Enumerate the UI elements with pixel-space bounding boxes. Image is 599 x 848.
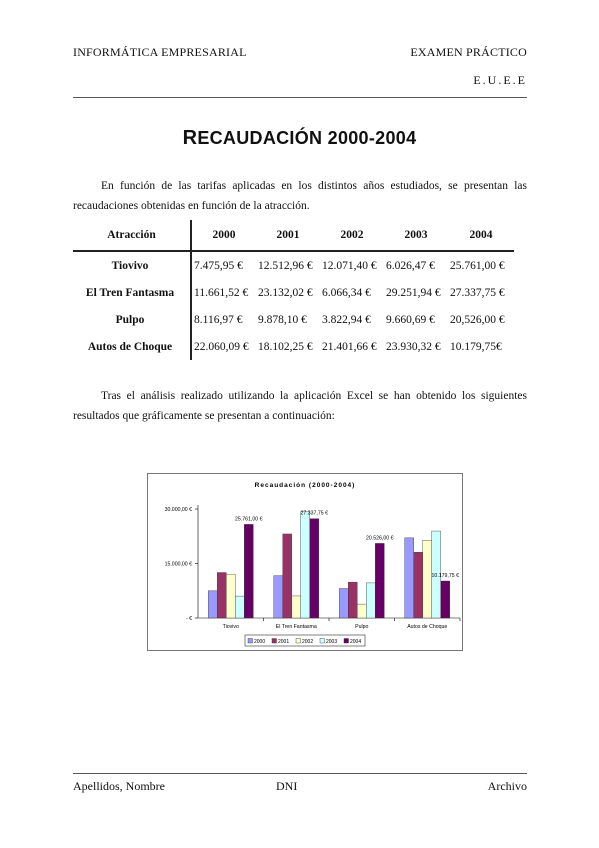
y-tick-label: 30.000,00 € <box>164 507 192 513</box>
y-tick-label: - € <box>185 616 192 622</box>
chart-bar <box>375 543 384 618</box>
table-row <box>73 279 514 306</box>
row-header: Autos de Choque <box>73 333 191 360</box>
table-cell: 25.761,00 € <box>450 259 505 272</box>
year-header: 2004 <box>448 220 514 251</box>
page-title <box>0 127 599 150</box>
chart-bar <box>348 582 357 618</box>
x-tick-label: El Tren Fantasma <box>275 624 317 630</box>
chart-bar <box>339 589 348 618</box>
row-header: Tiovivo <box>73 251 191 279</box>
legend-swatch <box>296 639 301 644</box>
legend-label: 2004 <box>350 639 362 645</box>
data-label: 20.526,00 € <box>366 535 394 542</box>
table-row <box>73 306 514 333</box>
footer-dni: DNI <box>276 779 298 793</box>
legend-label: 2000 <box>254 639 266 645</box>
chart-bar <box>414 552 423 618</box>
table-cell: 6.066,34 € <box>322 286 371 299</box>
table-corner-header: Atracción <box>73 220 191 251</box>
row-header: Pulpo <box>73 306 191 333</box>
intro-text: En función de las tarifas aplicadas en los distintos años estudiados, se presentan las recaudaciones obtenidas en función de la atracción. <box>73 180 527 212</box>
table-cell: 22.060,09 € <box>194 340 249 353</box>
chart-bar <box>366 583 375 618</box>
chart-bar <box>217 573 226 618</box>
analysis-text: Tras el análisis realizado utilizando la aplicación Excel se han obtenido los siguientes resultados que gráficamente se presentan a continuación: <box>73 390 527 422</box>
table-cell: 7.475,95 € <box>194 259 243 272</box>
chart-bar <box>244 524 253 618</box>
y-tick-label: 15.000,00 € <box>164 561 192 568</box>
chart-bar <box>423 540 432 618</box>
row-header: El Tren Fantasma <box>73 279 191 306</box>
table-cell: 9.660,69 € <box>386 313 435 326</box>
header-rule <box>73 97 527 98</box>
x-tick-label: Tiovivo <box>222 624 239 630</box>
chart-bar <box>310 519 319 618</box>
table-cell: 23.132,02 € <box>258 286 313 299</box>
table-cell: 6.026,47 € <box>386 259 435 272</box>
data-label: 10.179,75 € <box>431 573 459 580</box>
x-tick-label: Pulpo <box>355 624 369 630</box>
table-row <box>73 333 514 360</box>
revenue-table <box>73 220 514 360</box>
chart-bar <box>226 574 235 618</box>
year-header: 2002 <box>320 220 384 251</box>
table-cell: 27.337,75 € <box>450 286 505 299</box>
legend-label: 2002 <box>302 639 314 645</box>
table-cell: 8.116,97 € <box>194 313 243 326</box>
chart-bar <box>283 534 292 618</box>
chart-svg <box>148 474 462 650</box>
title-rest: ECAUDACIÓN 2000-2004 <box>197 128 417 148</box>
table-cell: 18.102,25 € <box>258 340 313 353</box>
table-cell: 20,526,00 € <box>450 313 505 326</box>
table-cell: 23.930,32 € <box>386 340 441 353</box>
table-cell: 3.822,94 € <box>322 313 371 326</box>
intro-paragraph <box>73 176 527 216</box>
table-cell: 11.661,52 € <box>194 286 249 299</box>
chart-bar <box>208 591 217 618</box>
x-tick-label: Autos de Choque <box>407 624 448 630</box>
table-cell: 29.251,94 € <box>386 286 441 299</box>
table-row <box>73 251 514 279</box>
title-initial: R <box>182 127 198 149</box>
year-header: 2001 <box>256 220 320 251</box>
table-cell: 10.179,75€ <box>450 340 502 353</box>
footer-file: Archivo <box>487 779 527 793</box>
table-cell: 21.401,66 € <box>322 340 377 353</box>
year-header: 2003 <box>384 220 448 251</box>
chart-bar <box>235 596 244 618</box>
table-cell: 12.071,40 € <box>322 259 377 272</box>
year-header: 2000 <box>191 220 256 251</box>
header-right: EXAMEN PRÁCTICO <box>410 45 527 59</box>
legend-label: 2001 <box>278 639 290 645</box>
table-cell: 9.878,10 € <box>258 313 307 326</box>
chart-bar <box>357 604 366 618</box>
footer-name: Apellidos, Nombre <box>73 779 165 793</box>
data-label: 27.337,75 € <box>300 510 328 517</box>
legend-swatch <box>344 639 349 644</box>
table-cell: 12.512,96 € <box>258 259 313 272</box>
header-left: INFORMÁTICA EMPRESARIAL <box>73 45 247 59</box>
header-sub: E.U.E.E <box>473 73 527 87</box>
data-label: 25.761,00 € <box>235 516 263 523</box>
legend-swatch <box>272 639 277 644</box>
chart-bar <box>301 512 310 618</box>
legend-swatch <box>320 639 325 644</box>
legend-swatch <box>248 639 253 644</box>
chart-bar <box>405 538 414 618</box>
revenue-chart <box>147 473 463 651</box>
legend-label: 2003 <box>326 639 338 645</box>
analysis-paragraph <box>73 386 527 426</box>
footer-rule <box>73 773 527 774</box>
chart-bar <box>274 576 283 618</box>
chart-title: Recaudación (2000-2004) <box>254 482 356 489</box>
table-header-row <box>73 220 514 251</box>
chart-bar <box>292 596 301 618</box>
chart-bar <box>441 581 450 618</box>
